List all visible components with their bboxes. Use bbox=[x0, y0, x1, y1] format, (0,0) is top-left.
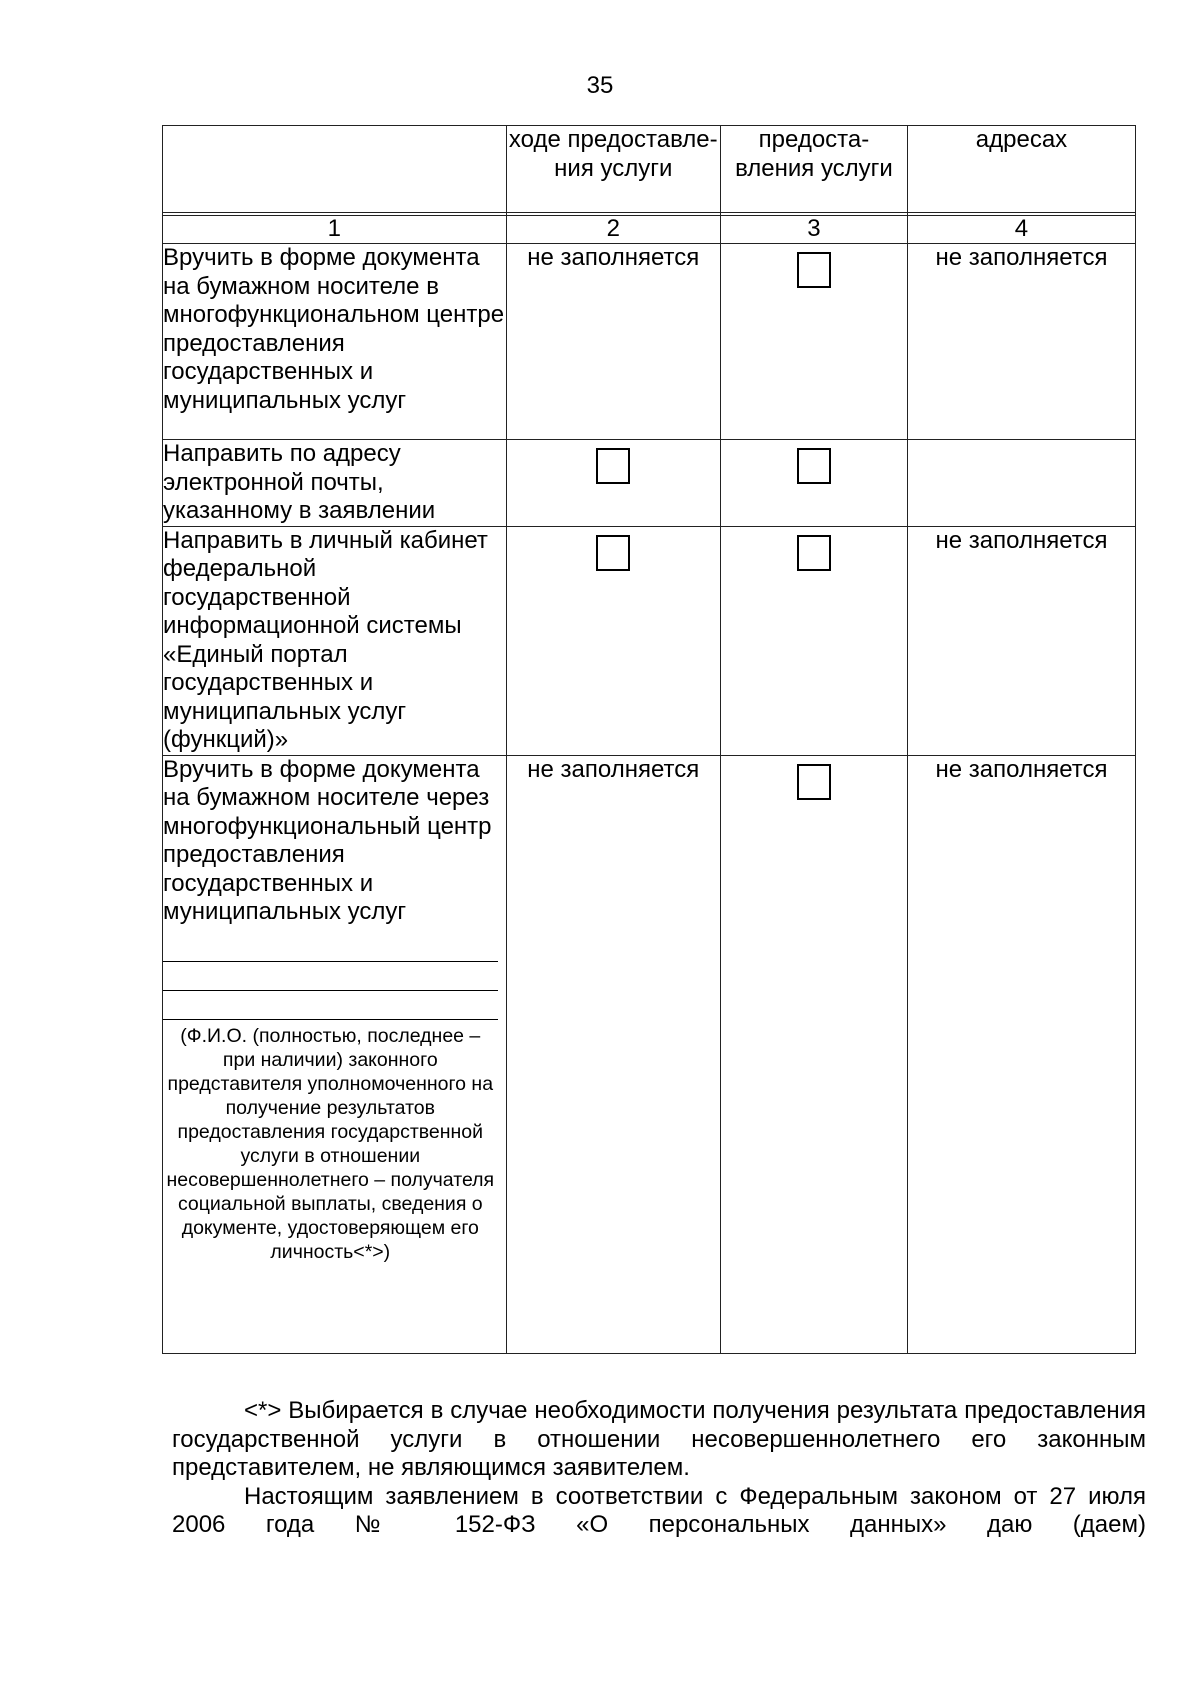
table-row bbox=[163, 526, 1136, 755]
delivery-method-portal: Направить в личный кабинет федеральной государственной информационной системы «Единый портал государственных и муниципальных услуг (функций)» bbox=[163, 526, 507, 755]
table-header-row bbox=[163, 126, 1136, 213]
table-row bbox=[163, 440, 1136, 527]
row4-col2-text: не заполняется bbox=[506, 755, 720, 1353]
table-row bbox=[163, 244, 1136, 440]
delivery-method-email: Направить по адресу электронной почты, указанному в заявлении bbox=[163, 440, 507, 527]
signature-line[interactable] bbox=[163, 991, 498, 1020]
footnote-text: <*> Выбирается в случае необходимости получения результата предоставления государственной услуги в отношении несовершеннолетнего его законным представителем, не являющимся заявителем. bbox=[172, 1397, 1146, 1481]
table-row bbox=[163, 755, 1136, 1353]
delivery-method-mfc: Вручить в форме документа на бумажном носителе в многофункциональном центре предоставления государственных и муниципальных услуг bbox=[163, 244, 507, 440]
row3-col2-cell bbox=[506, 526, 720, 755]
row2-col2-cell bbox=[506, 440, 720, 527]
header-col4: адресах bbox=[907, 126, 1135, 213]
row3-col4-text: не заполняется bbox=[907, 526, 1135, 755]
row2-col3-checkbox[interactable] bbox=[797, 448, 831, 484]
header-col2: ходе предоставле-ния услуги bbox=[506, 126, 720, 213]
row2-col4-text bbox=[907, 440, 1135, 527]
column-number: 3 bbox=[720, 216, 907, 244]
header-col3: предоста-вления услуги bbox=[720, 126, 907, 213]
consent-text: Настоящим заявлением в соответствии с Федеральным законом от 27 июля 2006 года № 152-ФЗ «О персональных данных» даю (даем) bbox=[172, 1482, 1146, 1538]
row1-col3-cell bbox=[720, 244, 907, 440]
page-number: 35 bbox=[586, 72, 614, 99]
column-number: 2 bbox=[506, 216, 720, 244]
column-number: 1 bbox=[163, 216, 507, 244]
row4-col4-text: не заполняется bbox=[907, 755, 1135, 1353]
row3-col3-checkbox[interactable] bbox=[797, 535, 831, 571]
footnote-block bbox=[172, 1397, 1146, 1540]
row3-col2-checkbox[interactable] bbox=[596, 535, 630, 571]
signature-line[interactable] bbox=[163, 933, 498, 962]
row2-col3-cell bbox=[720, 440, 907, 527]
signature-note: (Ф.И.О. (полностью, последнее – при наличии) законного представителя уполномоченного на получение результатов предоставления государственной услуги в отношении несовершеннолетнего – получателя социальной выплаты, сведения о документе, удостоверяющем его личность<*>) bbox=[166, 1024, 495, 1263]
row1-col3-checkbox[interactable] bbox=[797, 252, 831, 288]
row4-col3-checkbox[interactable] bbox=[797, 764, 831, 800]
row2-col2-checkbox[interactable] bbox=[596, 448, 630, 484]
delivery-method-table bbox=[162, 125, 1136, 1354]
row1-col2-text: не заполняется bbox=[506, 244, 720, 440]
column-numbers-row bbox=[163, 216, 1136, 244]
row4-col3-cell bbox=[720, 755, 907, 1353]
column-number: 4 bbox=[907, 216, 1135, 244]
row1-col4-text: не заполняется bbox=[907, 244, 1135, 440]
delivery-method-mfc-via: Вручить в форме документа на бумажном носителе через многофункциональный центр предоставления государственных и муниципальных услуг bbox=[163, 755, 492, 925]
signature-line[interactable] bbox=[163, 962, 498, 991]
row4-col1-cell bbox=[163, 755, 507, 1353]
header-col1 bbox=[163, 126, 507, 213]
row3-col3-cell bbox=[720, 526, 907, 755]
